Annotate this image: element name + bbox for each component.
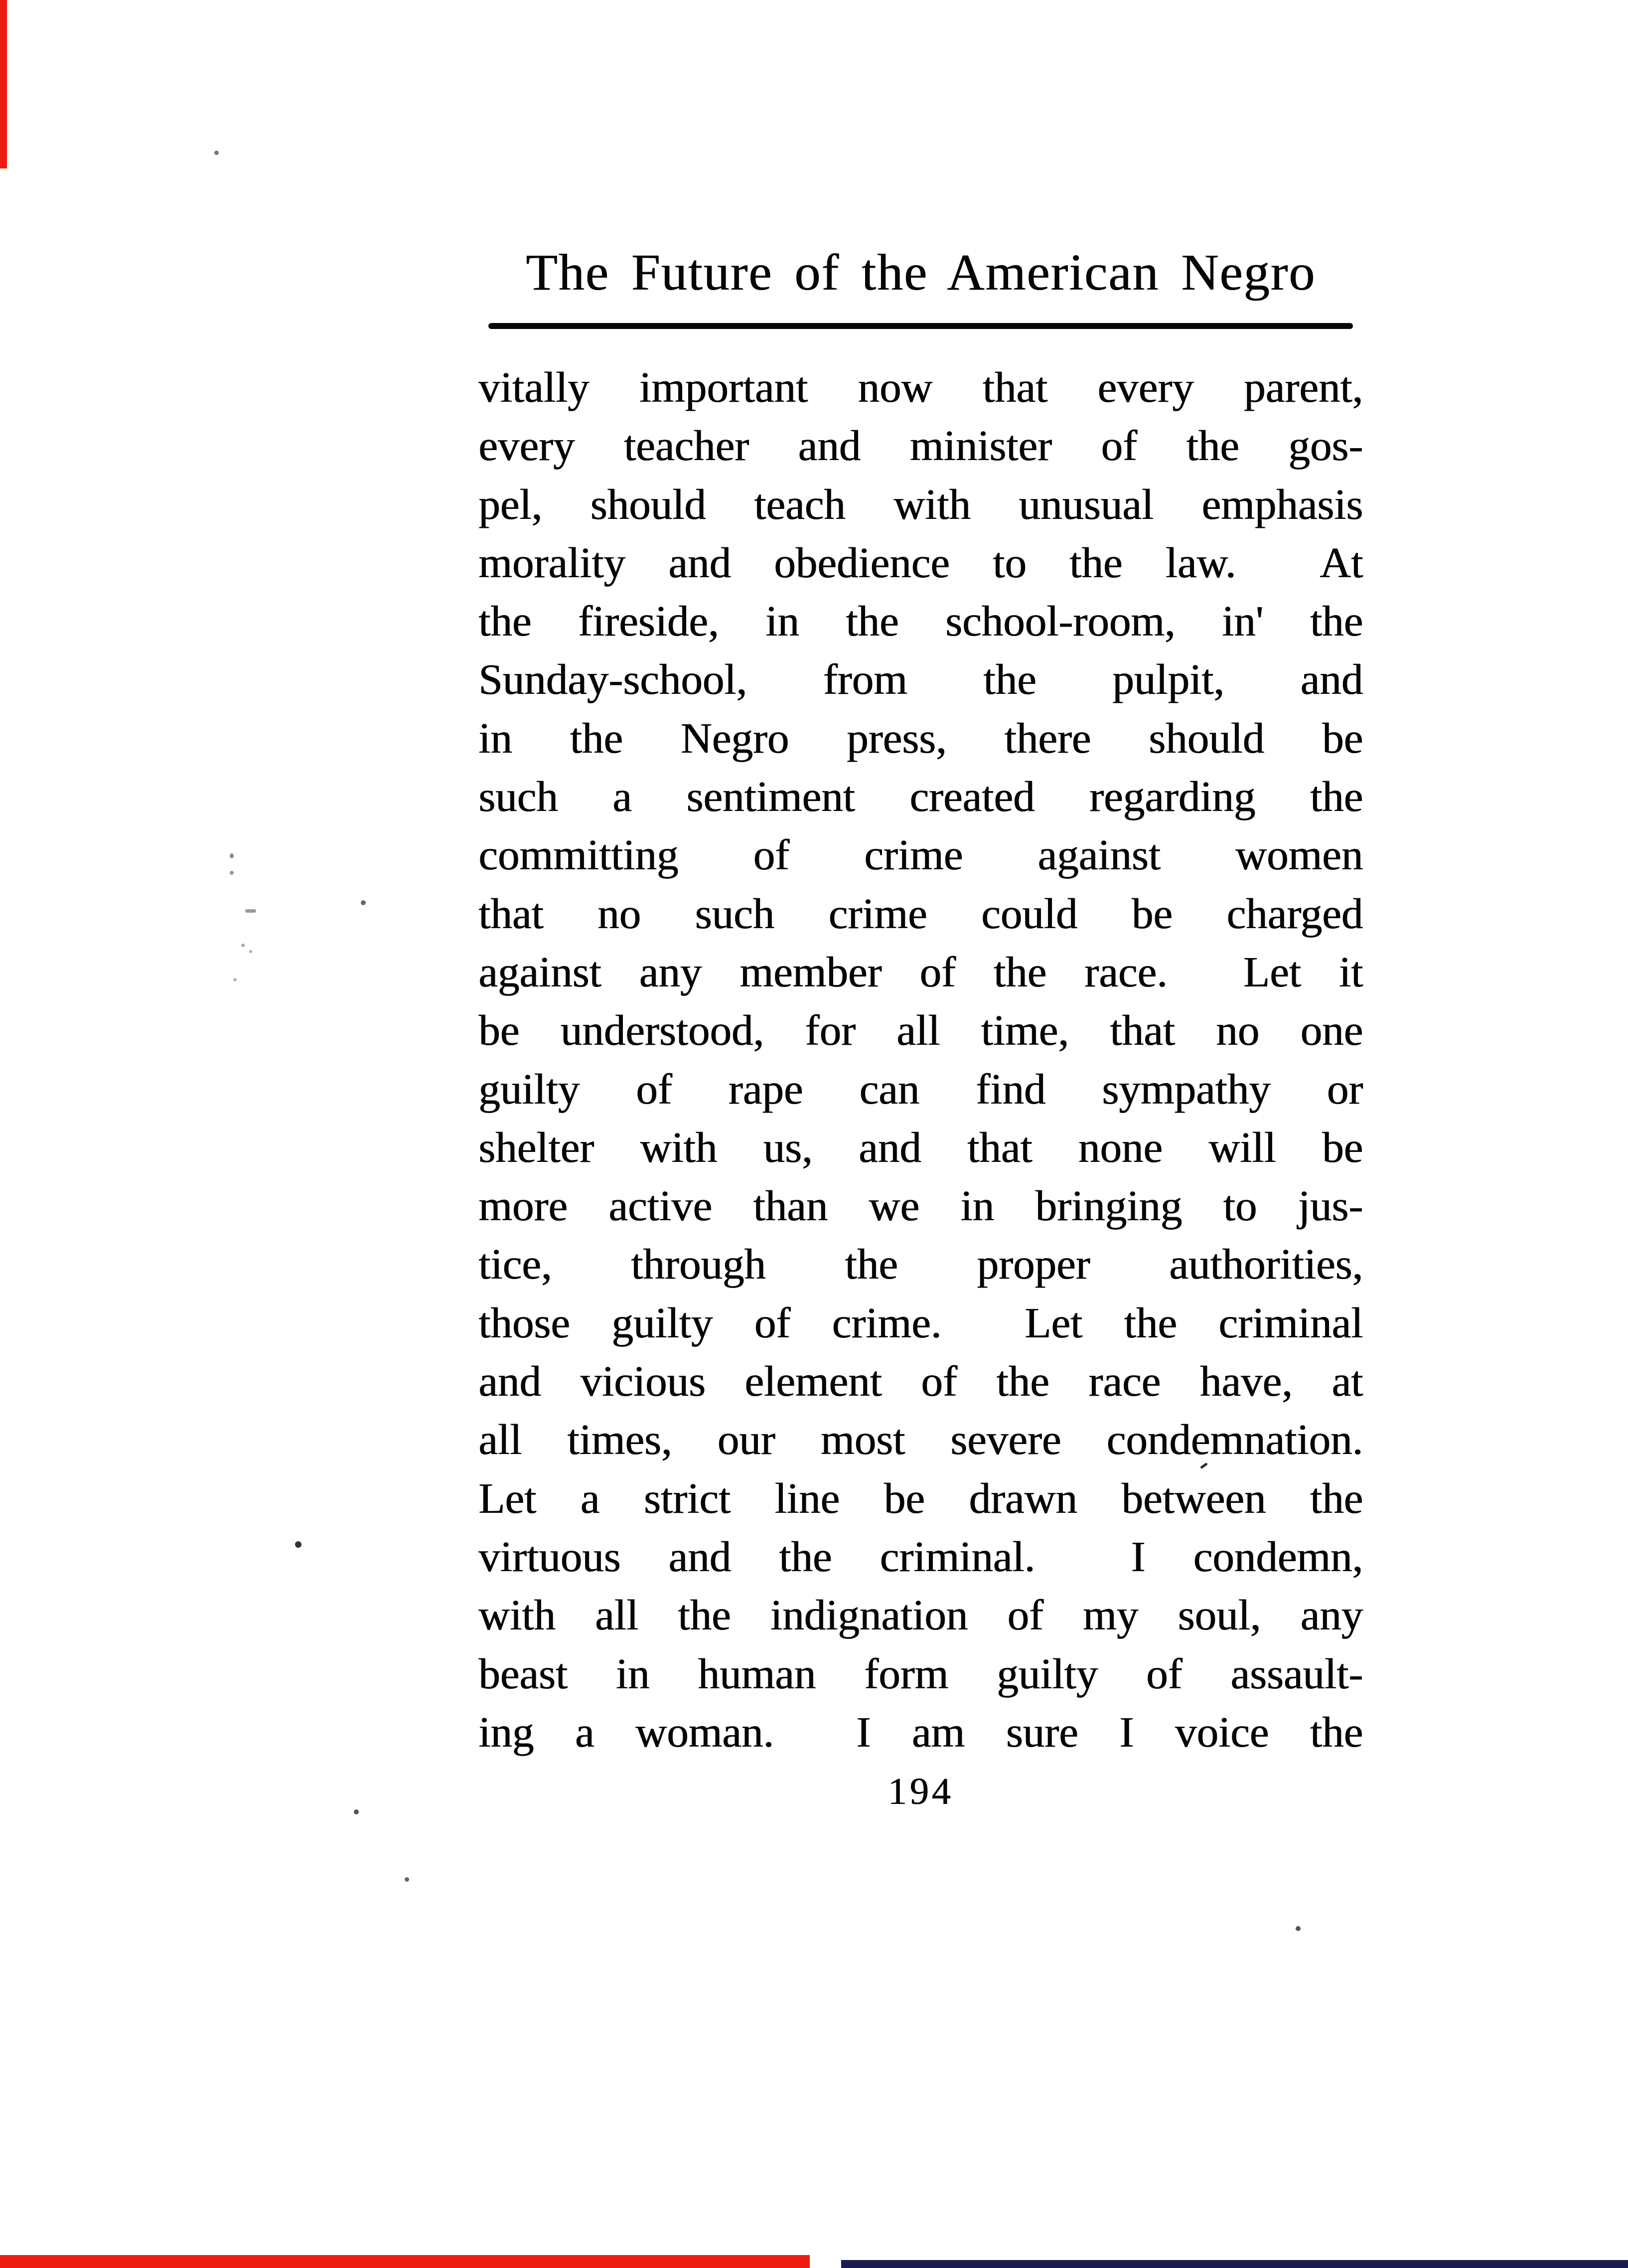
ink-speck (230, 853, 234, 858)
text-line: all times, our most severe condemnation. (478, 1415, 1363, 1464)
text-line: the fireside, in the school-room, in' the (478, 597, 1363, 646)
text-line: committing of crime against women (478, 830, 1363, 879)
ink-speck (245, 909, 256, 913)
text-line: virtuous and the criminal. I condemn, (478, 1532, 1363, 1581)
text-line: pel, should teach with unusual emphasis (478, 480, 1363, 528)
ink-speck (361, 900, 366, 905)
text-line: and vicious element of the race have, at (478, 1357, 1363, 1406)
text-line: such a sentiment created regarding the (478, 772, 1363, 821)
text-line: shelter with us, and that none will be (478, 1123, 1363, 1171)
scan-artifact-bottom-red-bar (0, 2255, 810, 2268)
text-line: more active than we in bringing to jus- (478, 1181, 1363, 1230)
title-rule (488, 323, 1353, 329)
text-line: that no such crime could be charged (478, 889, 1363, 938)
text-line: against any member of the race. Let it (478, 947, 1363, 996)
ink-speck (1296, 1926, 1301, 1931)
text-line: morality and obedience to the law. At (478, 538, 1363, 587)
text-line: tice, through the proper authorities, (478, 1240, 1363, 1289)
text-line: ing a woman. I am sure I voice the (478, 1707, 1363, 1756)
text-line: vitally important now that every parent, (478, 363, 1363, 411)
text-line: Sunday-school, from the pulpit, and (478, 655, 1363, 704)
ink-speck (295, 1541, 301, 1548)
page-number: 194 (888, 1771, 954, 1813)
body-text (478, 358, 1363, 1761)
ink-speck (230, 871, 234, 875)
text-line: with all the indignation of my soul, any (478, 1591, 1363, 1639)
ink-speck (405, 1877, 409, 1882)
text-line: every teacher and minister of the gos- (478, 421, 1363, 470)
scan-artifact-left-red-stripe (0, 0, 7, 168)
ink-speck (249, 950, 252, 953)
scan-artifact-bottom-navy-bar (841, 2260, 1628, 2268)
page-title: The Future of the American Negro (525, 244, 1316, 301)
text-line: beast in human form guilty of assault- (478, 1649, 1363, 1698)
text-line: those guilty of crime. Let the criminal (478, 1298, 1363, 1347)
text-line: guilty of rape can find sympathy or (478, 1064, 1363, 1113)
ink-speck (354, 1809, 359, 1814)
ink-speck (214, 151, 219, 155)
ink-speck (233, 978, 237, 981)
text-line: in the Negro press, there should be (478, 713, 1363, 762)
text-line: be understood, for all time, that no one (478, 1006, 1363, 1055)
text-block (478, 230, 1363, 1813)
ink-speck (241, 944, 245, 947)
text-line: Let a strict line be drawn between the (478, 1473, 1363, 1522)
